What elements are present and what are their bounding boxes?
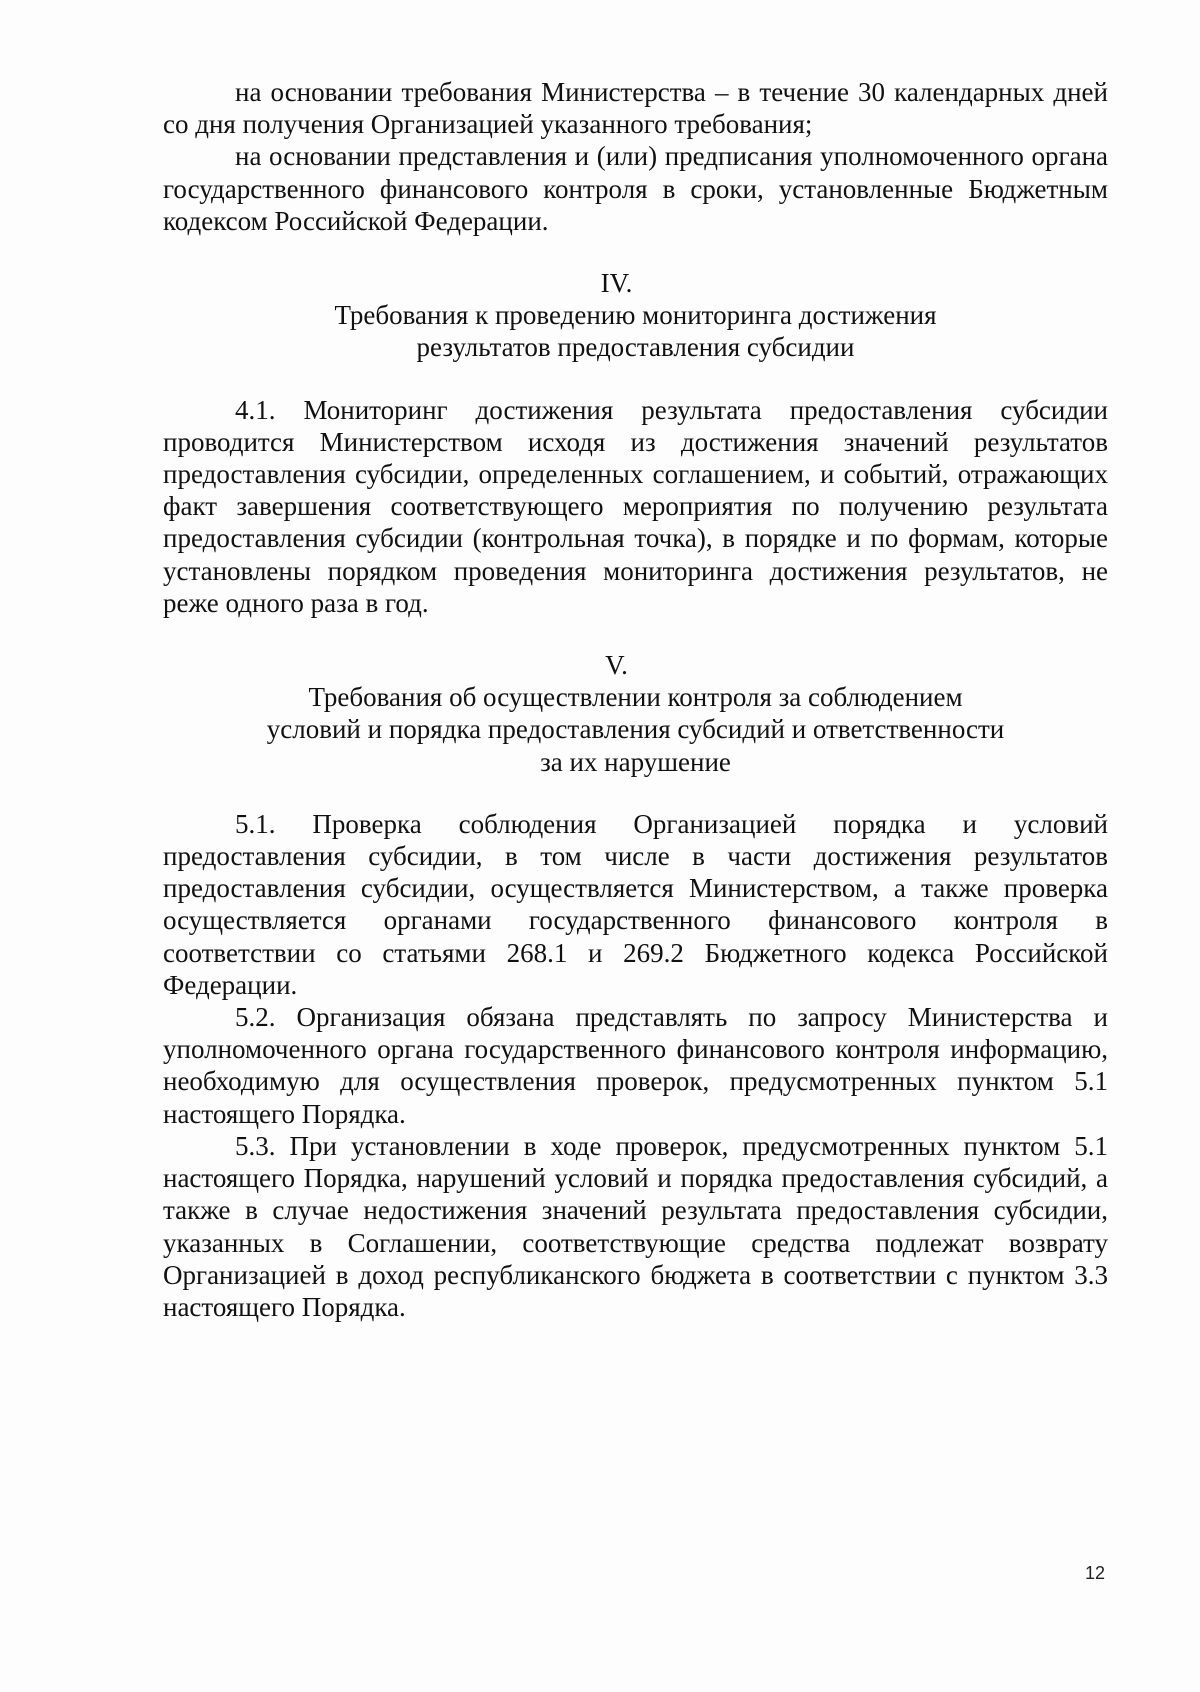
section-5-title-line-2: условий и порядка предоставления субсидий и ответственности <box>266 714 1005 745</box>
page-number: 12 <box>1085 1563 1106 1583</box>
section-5-title-text-1: Требования об осуществлении контроля за соблюдением <box>308 682 963 713</box>
section-4-title-line-2: результатов предоставления субсидии <box>416 332 855 363</box>
section-4-heading <box>163 267 1108 364</box>
intro-paragraph-2: на основании представления и (или) предписания уполномоченного органа государственного финансового контроля в сроки, установленные Бюджетным кодексом Российской Федерации. <box>163 141 1108 236</box>
section-4-number: IV. <box>600 268 633 299</box>
section-4-title-line-1 <box>163 267 1108 331</box>
section-5-heading <box>163 649 1108 778</box>
document-body <box>163 76 1108 1323</box>
section-5-paragraph-1: 5.1. Проверка соблюдения Организацией порядка и условий предоставления субсидии, в том числе в части достижения результатов предоставления субсидии, осуществляется Министерством, а также проверка осуществляется органами государственного финансового контроля в соответствии со статьями 268.1 и 269.2 Бюджетного кодекса Российской Федерации. <box>163 808 1108 1000</box>
section-5-title-line-1 <box>163 649 1108 713</box>
section-4-paragraph-1: 4.1. Мониторинг достижения результата предоставления субсидии проводится Министерством исходя из достижения значений результатов предоставления субсидии, определенных соглашением, и событий, отражающих факт завершения соответствующего мероприятия по получению результата предоставления субсидии (контрольная точка), в порядке и по формам, которые установлены порядком проведения мониторинга достижения результатов, не реже одного раза в год. <box>163 394 1108 618</box>
section-5-paragraph-2: 5.2. Организация обязана представлять по запросу Министерства и уполномоченного органа государственного финансового контроля информацию, необходимую для осуществления проверок, предусмотренных пунктом 5.1 настоящего Порядка. <box>163 1002 1108 1129</box>
section-4-title-text-1: Требования к проведению мониторинга достижения <box>334 300 937 331</box>
section-5-title-line-3: за их нарушение <box>540 746 731 777</box>
intro-paragraph-1: на основании требования Министерства – в течение 30 календарных дней со дня получения Организацией указанного требования; <box>163 77 1108 140</box>
section-5-number: V. <box>605 650 628 681</box>
section-5-paragraph-3: 5.3. При установлении в ходе проверок, предусмотренных пунктом 5.1 настоящего Порядка, нарушений условий и порядка предоставления субсидий, а также в случае недостижения значений результата предоставления субсидии, указанных в Соглашении, соответствующие средства подлежат возврату Организацией в доход республиканского бюджета в соответствии с пунктом 3.3 настоящего Порядка. <box>163 1130 1108 1322</box>
